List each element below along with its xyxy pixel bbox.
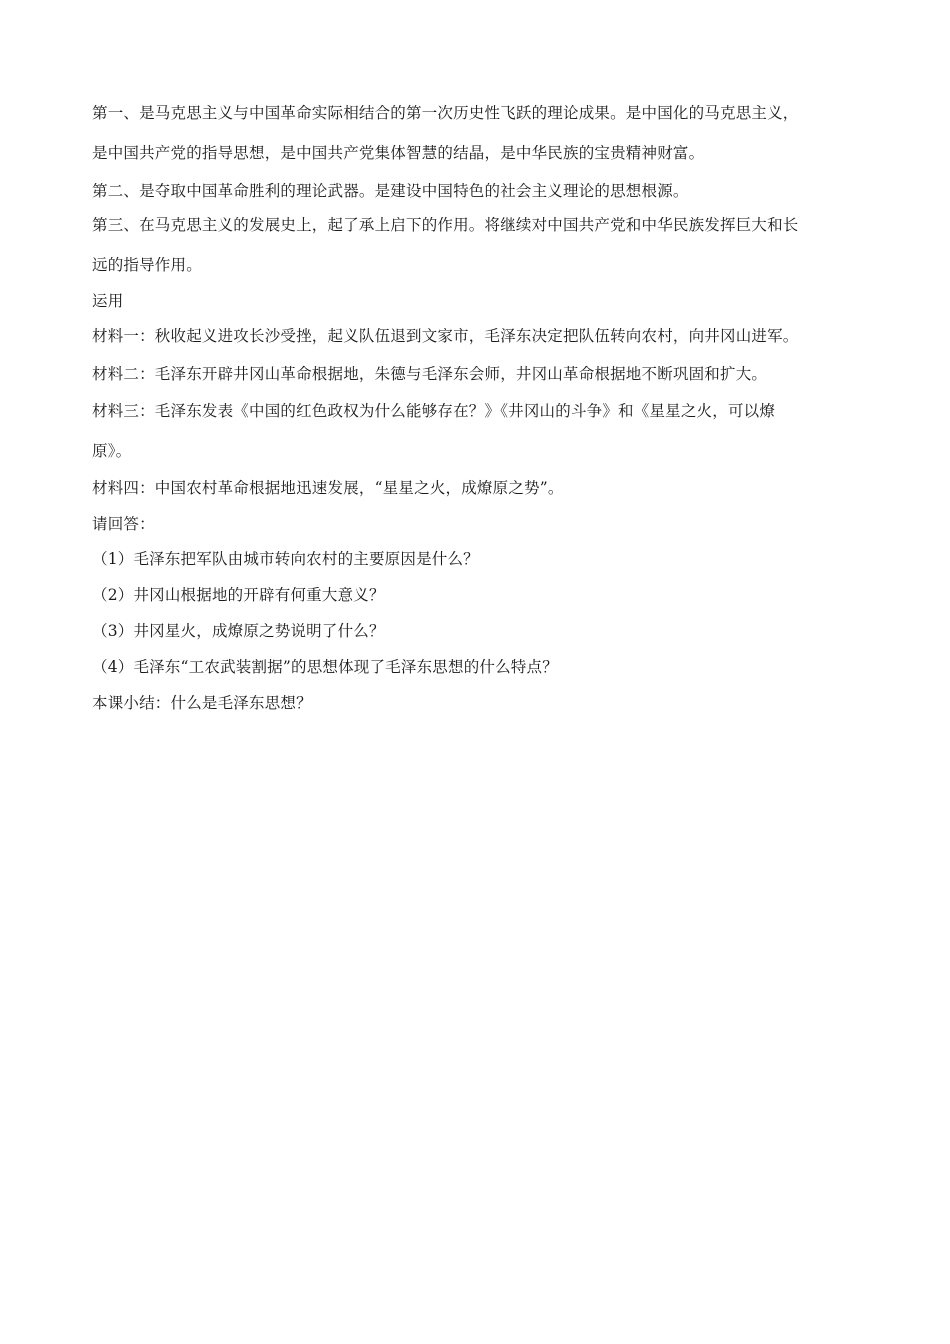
text-line-1: 第一、是马克思主义与中国革命实际相结合的第一次历史性飞跃的理论成果。是中国化的马克思主义， — [92, 104, 799, 122]
summary-line: 本课小结：什么是毛泽东思想？ — [92, 694, 312, 712]
text-line-4: 第三、在马克思主义的发展史上，起了承上启下的作用。将继续对中国共产党和中华民族发挥巨大和长 — [92, 216, 799, 234]
material-2: 材料二：毛泽东开辟井冈山革命根据地，朱德与毛泽东会师，井冈山革命根据地不断巩固和扩大。 — [92, 365, 768, 383]
text-line-3: 第二、是夺取中国革命胜利的理论武器。是建设中国特色的社会主义理论的思想根源。 — [92, 182, 689, 200]
text-line-5: 远的指导作用。 — [92, 256, 202, 274]
material-3-cont: 原》。 — [92, 442, 132, 460]
text-line-2: 是中国共产党的指导思想，是中国共产党集体智慧的结晶，是中华民族的宝贵精神财富。 — [92, 144, 705, 162]
question-2: （2）井冈山根据地的开辟有何重大意义？ — [92, 586, 385, 604]
section-heading: 运用 — [92, 292, 124, 310]
prompt-heading: 请回答： — [92, 515, 155, 533]
material-1: 材料一：秋收起义进攻长沙受挫，起义队伍退到文家市，毛泽东决定把队伍转向农村，向井冈山进军。 — [92, 327, 799, 345]
question-1: （1）毛泽东把军队由城市转向农村的主要原因是什么？ — [92, 550, 479, 568]
material-3: 材料三：毛泽东发表《中国的红色政权为什么能够存在？》《井冈山的斗争》和《星星之火，可以燎 — [92, 402, 776, 420]
material-4: 材料四：中国农村革命根据地迅速发展，“星星之火，成燎原之势”。 — [92, 479, 564, 497]
question-4: （4）毛泽东“工农武装割据”的思想体现了毛泽东思想的什么特点？ — [92, 658, 558, 676]
question-3: （3）井冈星火，成燎原之势说明了什么？ — [92, 622, 385, 640]
